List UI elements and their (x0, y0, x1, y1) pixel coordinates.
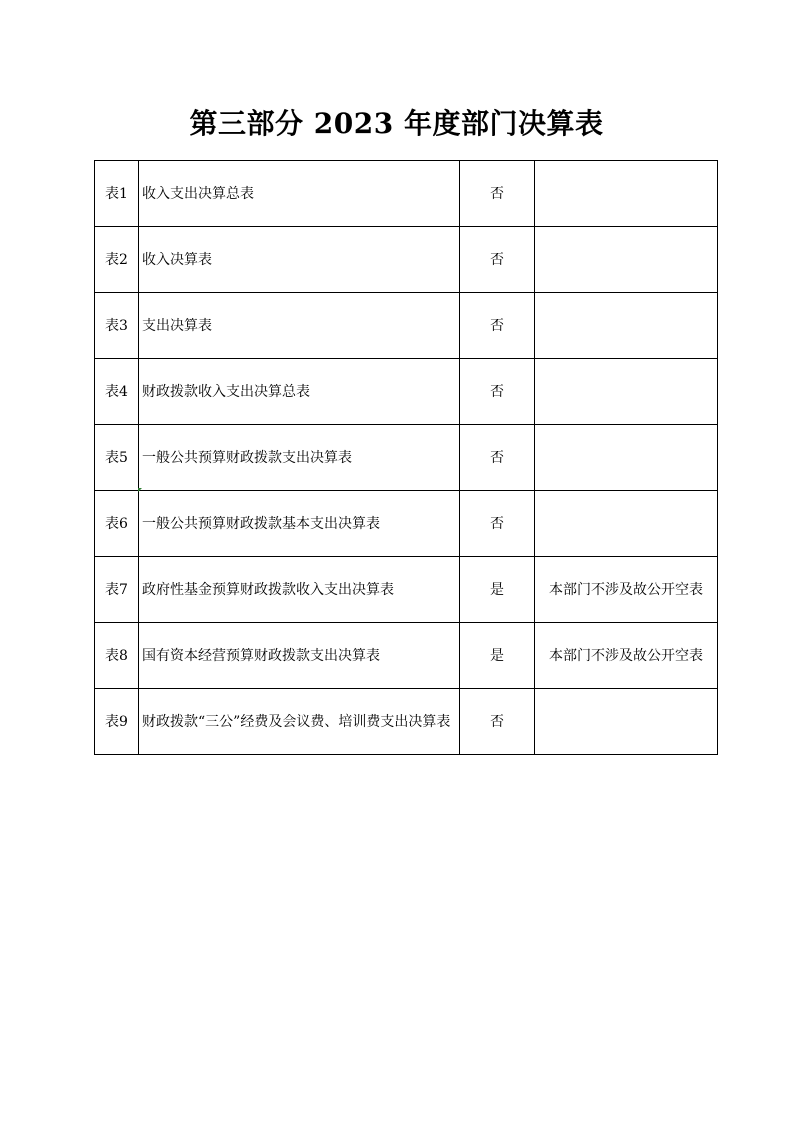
table-row (95, 293, 718, 359)
table-name: 收入决算表 (139, 227, 460, 293)
empty-table-flag: 否 (460, 227, 535, 293)
page-title: 第三部分 2023 年度部门决算表 (189, 107, 604, 140)
table-note (535, 293, 718, 359)
table-number: 表7 (95, 557, 139, 623)
table-name: 政府性基金预算财政拨款收入支出决算表 (139, 557, 460, 623)
empty-table-flag: 否 (460, 491, 535, 557)
table-note (535, 359, 718, 425)
table-name: 财政拨款收入支出决算总表 (139, 359, 460, 425)
table-row (95, 359, 718, 425)
table-note (535, 227, 718, 293)
table-name: 一般公共预算财政拨款基本支出决算表 (139, 491, 460, 557)
empty-table-flag: 否 (460, 359, 535, 425)
table-row (95, 227, 718, 293)
table-note: 本部门不涉及故公开空表 (535, 557, 718, 623)
empty-table-flag: 否 (460, 689, 535, 755)
empty-table-flag: 否 (460, 293, 535, 359)
table-number: 表4 (95, 359, 139, 425)
table-number: 表5 (95, 425, 139, 491)
table-row (95, 557, 718, 623)
empty-table-flag: 是 (460, 557, 535, 623)
empty-table-flag: 否 (460, 425, 535, 491)
table-name: 财政拨款“三公”经费及会议费、培训费支出决算表 (139, 689, 460, 755)
table-row (95, 425, 718, 491)
report-index-table (94, 160, 718, 755)
cell-comment-marker (138, 488, 142, 492)
table-note (535, 491, 718, 557)
table-name: 支出决算表 (139, 293, 460, 359)
table-name: 收入支出决算总表 (139, 161, 460, 227)
table-number: 表6 (95, 491, 139, 557)
table-number: 表9 (95, 689, 139, 755)
table-name: 国有资本经营预算财政拨款支出决算表 (139, 623, 460, 689)
empty-table-flag: 是 (460, 623, 535, 689)
empty-table-flag: 否 (460, 161, 535, 227)
table-note (535, 689, 718, 755)
table-row (95, 491, 718, 557)
table-number: 表8 (95, 623, 139, 689)
table-row (95, 161, 718, 227)
table-row (95, 689, 718, 755)
table-note: 本部门不涉及故公开空表 (535, 623, 718, 689)
table-number: 表1 (95, 161, 139, 227)
table-number: 表3 (95, 293, 139, 359)
table-row (95, 623, 718, 689)
table-note (535, 425, 718, 491)
table-number: 表2 (95, 227, 139, 293)
table-name: 一般公共预算财政拨款支出决算表 (139, 425, 460, 491)
table-note (535, 161, 718, 227)
